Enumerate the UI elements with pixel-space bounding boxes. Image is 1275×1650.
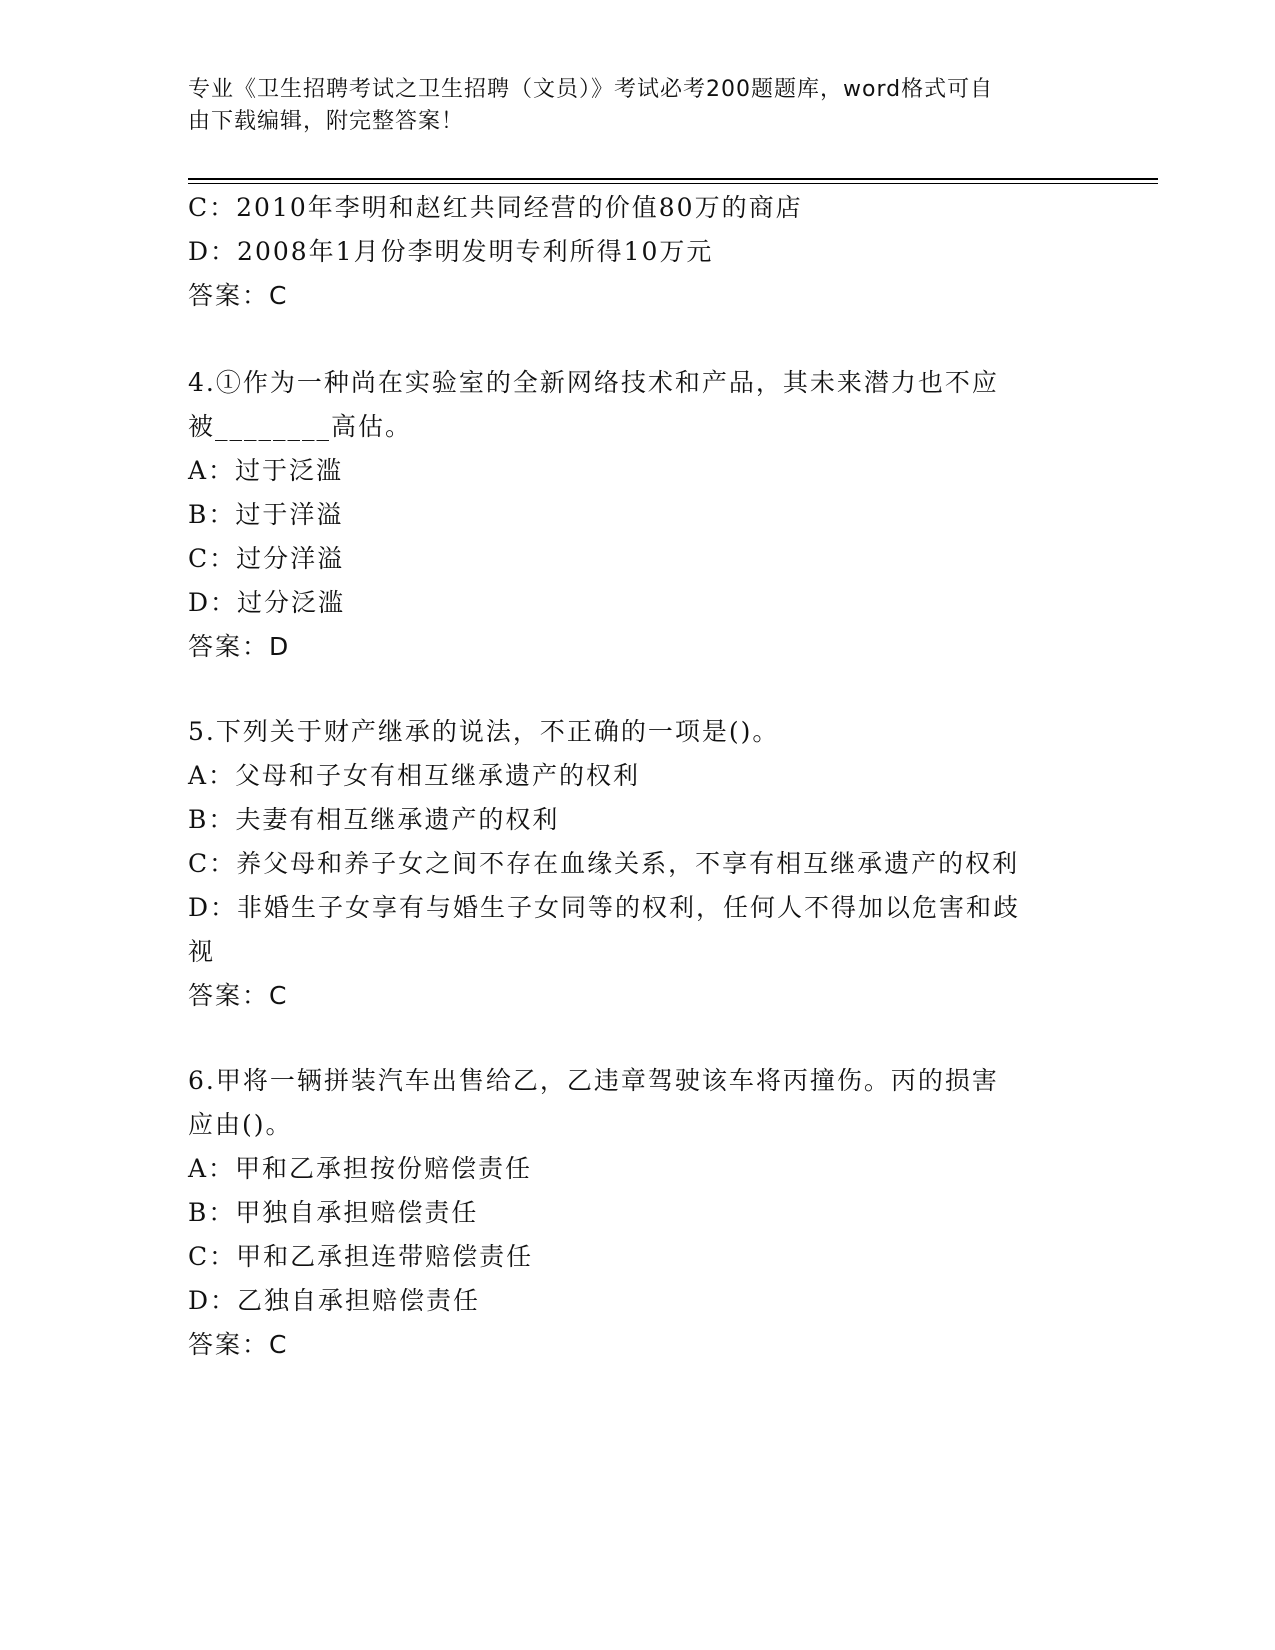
q4-option-c: C：过分洋溢 — [188, 544, 345, 573]
q6-option-c: C：甲和乙承担连带赔偿责任 — [188, 1242, 534, 1271]
q6-stem-line-2: 应由()。 — [188, 1110, 293, 1139]
q4-option-a: A：过于泛滥 — [188, 456, 344, 485]
header-line-2: 由下载编辑，附完整答案！ — [188, 109, 465, 134]
q3-option-d: D：2008年1月份李明发明专利所得10万元 — [188, 237, 714, 266]
q6-option-d: D：乙独自承担赔偿责任 — [188, 1286, 481, 1315]
header-rule-thick — [188, 178, 1158, 180]
q4-stem-line-2: 被________高估。 — [188, 412, 413, 441]
q6-answer: 答案：C — [188, 1330, 289, 1359]
q5-option-b: B：夫妻有相互继承遗产的权利 — [188, 805, 560, 834]
q5-stem: 5.下列关于财产继承的说法，不正确的一项是()。 — [188, 717, 780, 746]
q4-option-d: D：过分泛滥 — [188, 588, 346, 617]
q6-stem-line-1: 6.甲将一辆拼装汽车出售给乙，乙违章驾驶该车将丙撞伤。丙的损害 — [188, 1066, 999, 1095]
header-line-1: 专业《卫生招聘考试之卫生招聘（文员）》考试必考200题题库，word格式可自 — [188, 77, 994, 102]
header-rule-thin — [188, 183, 1158, 184]
q5-option-d-line-2: 视 — [188, 937, 216, 966]
q4-option-b: B：过于洋溢 — [188, 500, 344, 529]
q4-answer: 答案：D — [188, 632, 291, 661]
q6-option-b: B：甲独自承担赔偿责任 — [188, 1198, 479, 1227]
q3-option-c: C：2010年李明和赵红共同经营的价值80万的商店 — [188, 193, 803, 222]
document-header — [188, 74, 1068, 138]
q6-option-a: A：甲和乙承担按份赔偿责任 — [188, 1154, 533, 1183]
q5-answer: 答案：C — [188, 981, 289, 1010]
q4-stem-line-1: 4.①作为一种尚在实验室的全新网络技术和产品，其未来潜力也不应 — [188, 368, 999, 397]
q5-option-c: C：养父母和养子女之间不存在血缘关系，不享有相互继承遗产的权利 — [188, 849, 1020, 878]
q5-option-a: A：父母和子女有相互继承遗产的权利 — [188, 761, 641, 790]
q3-answer: 答案：C — [188, 281, 289, 310]
q5-option-d-line-1: D：非婚生子女享有与婚生子女同等的权利，任何人不得加以危害和歧 — [188, 893, 1021, 922]
